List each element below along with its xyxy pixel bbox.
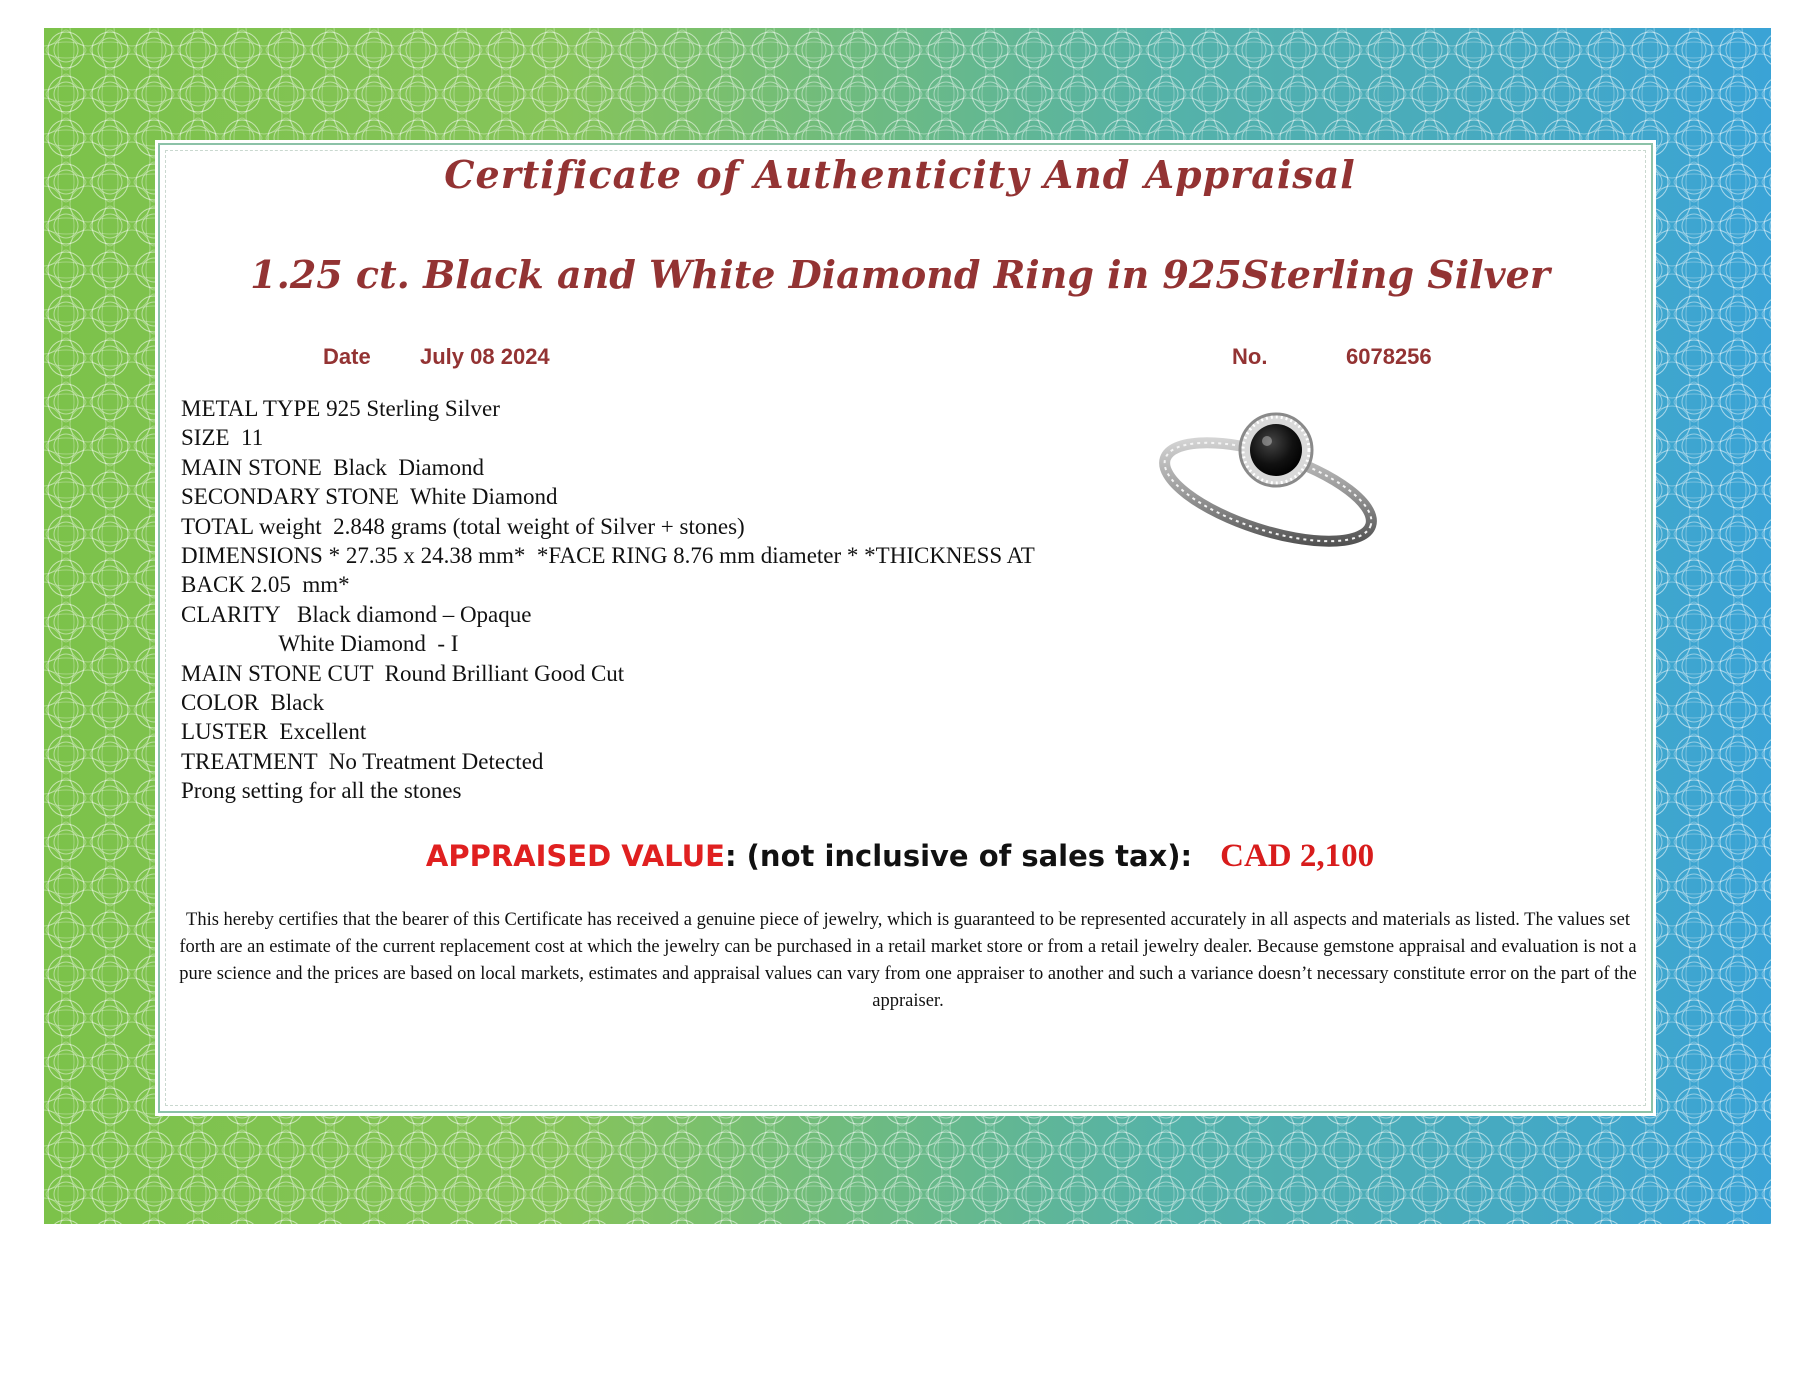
spec-cut: MAIN STONE CUT Round Brilliant Good Cut — [181, 660, 625, 686]
spec-luster: LUSTER Excellent — [181, 719, 367, 745]
spec-main-stone: MAIN STONE Black Diamond — [181, 454, 485, 480]
spec-size: SIZE 11 — [181, 425, 264, 451]
spec-total-weight: TOTAL weight 2.848 grams (total weight of Silver + stones) — [181, 513, 745, 539]
disclaimer-text: This hereby certifies that the bearer of this Certificate has received a genuine piece of jewelry, which is guaranteed to be represented accurately in all aspects and materials as listed. The values set forth are an estimate of the current replacement cost at which the jewelry can be purchased in a retail market store or from a retail jewelry dealer. Because gemstone appraisal and evaluation is not a pure science and the prices are based on local markets, estimates and appraisal values can vary from one appraiser to another and such a variance doesn’t necessary constitute error on the part of the appraiser. — [179, 910, 1637, 1011]
spec-treatment: TREATMENT No Treatment Detected — [181, 748, 544, 774]
spec-metal-type: METAL TYPE 925 Sterling Silver — [181, 396, 500, 421]
appraised-value-amount: CAD 2,100 — [1220, 838, 1375, 874]
appraised-value-label: APPRAISED VALUE — [425, 839, 725, 873]
specifications-list — [181, 394, 1161, 806]
spec-clarity-white: White Diamond - I — [181, 631, 459, 657]
spec-dimensions-cont: BACK 2.05 mm* — [181, 572, 350, 598]
appraised-value-note: : (not inclusive of sales tax): — [724, 839, 1193, 873]
certificate-title: Certificate of Authenticity And Appraisal — [444, 152, 1356, 197]
certificate-subtitle: 1.25 ct. Black and White Diamond Ring in 925Sterling Silver — [250, 252, 1550, 297]
spec-dimensions: DIMENSIONS * 27.35 x 24.38 mm* *FACE RING 8.76 mm diameter * *THICKNESS AT — [181, 543, 1035, 569]
ring-photo — [1150, 400, 1410, 570]
date-value: July 08 2024 — [420, 344, 550, 369]
spec-setting: Prong setting for all the stones — [181, 778, 462, 804]
date-label: Date — [323, 344, 371, 369]
spec-clarity: CLARITY Black diamond – Opaque — [181, 601, 532, 627]
spec-secondary-stone: SECONDARY STONE White Diamond — [181, 484, 558, 510]
spec-color: COLOR Black — [181, 690, 325, 716]
number-value: 6078256 — [1346, 344, 1432, 369]
number-label: No. — [1232, 344, 1268, 369]
appraised-value-line — [0, 838, 1800, 875]
